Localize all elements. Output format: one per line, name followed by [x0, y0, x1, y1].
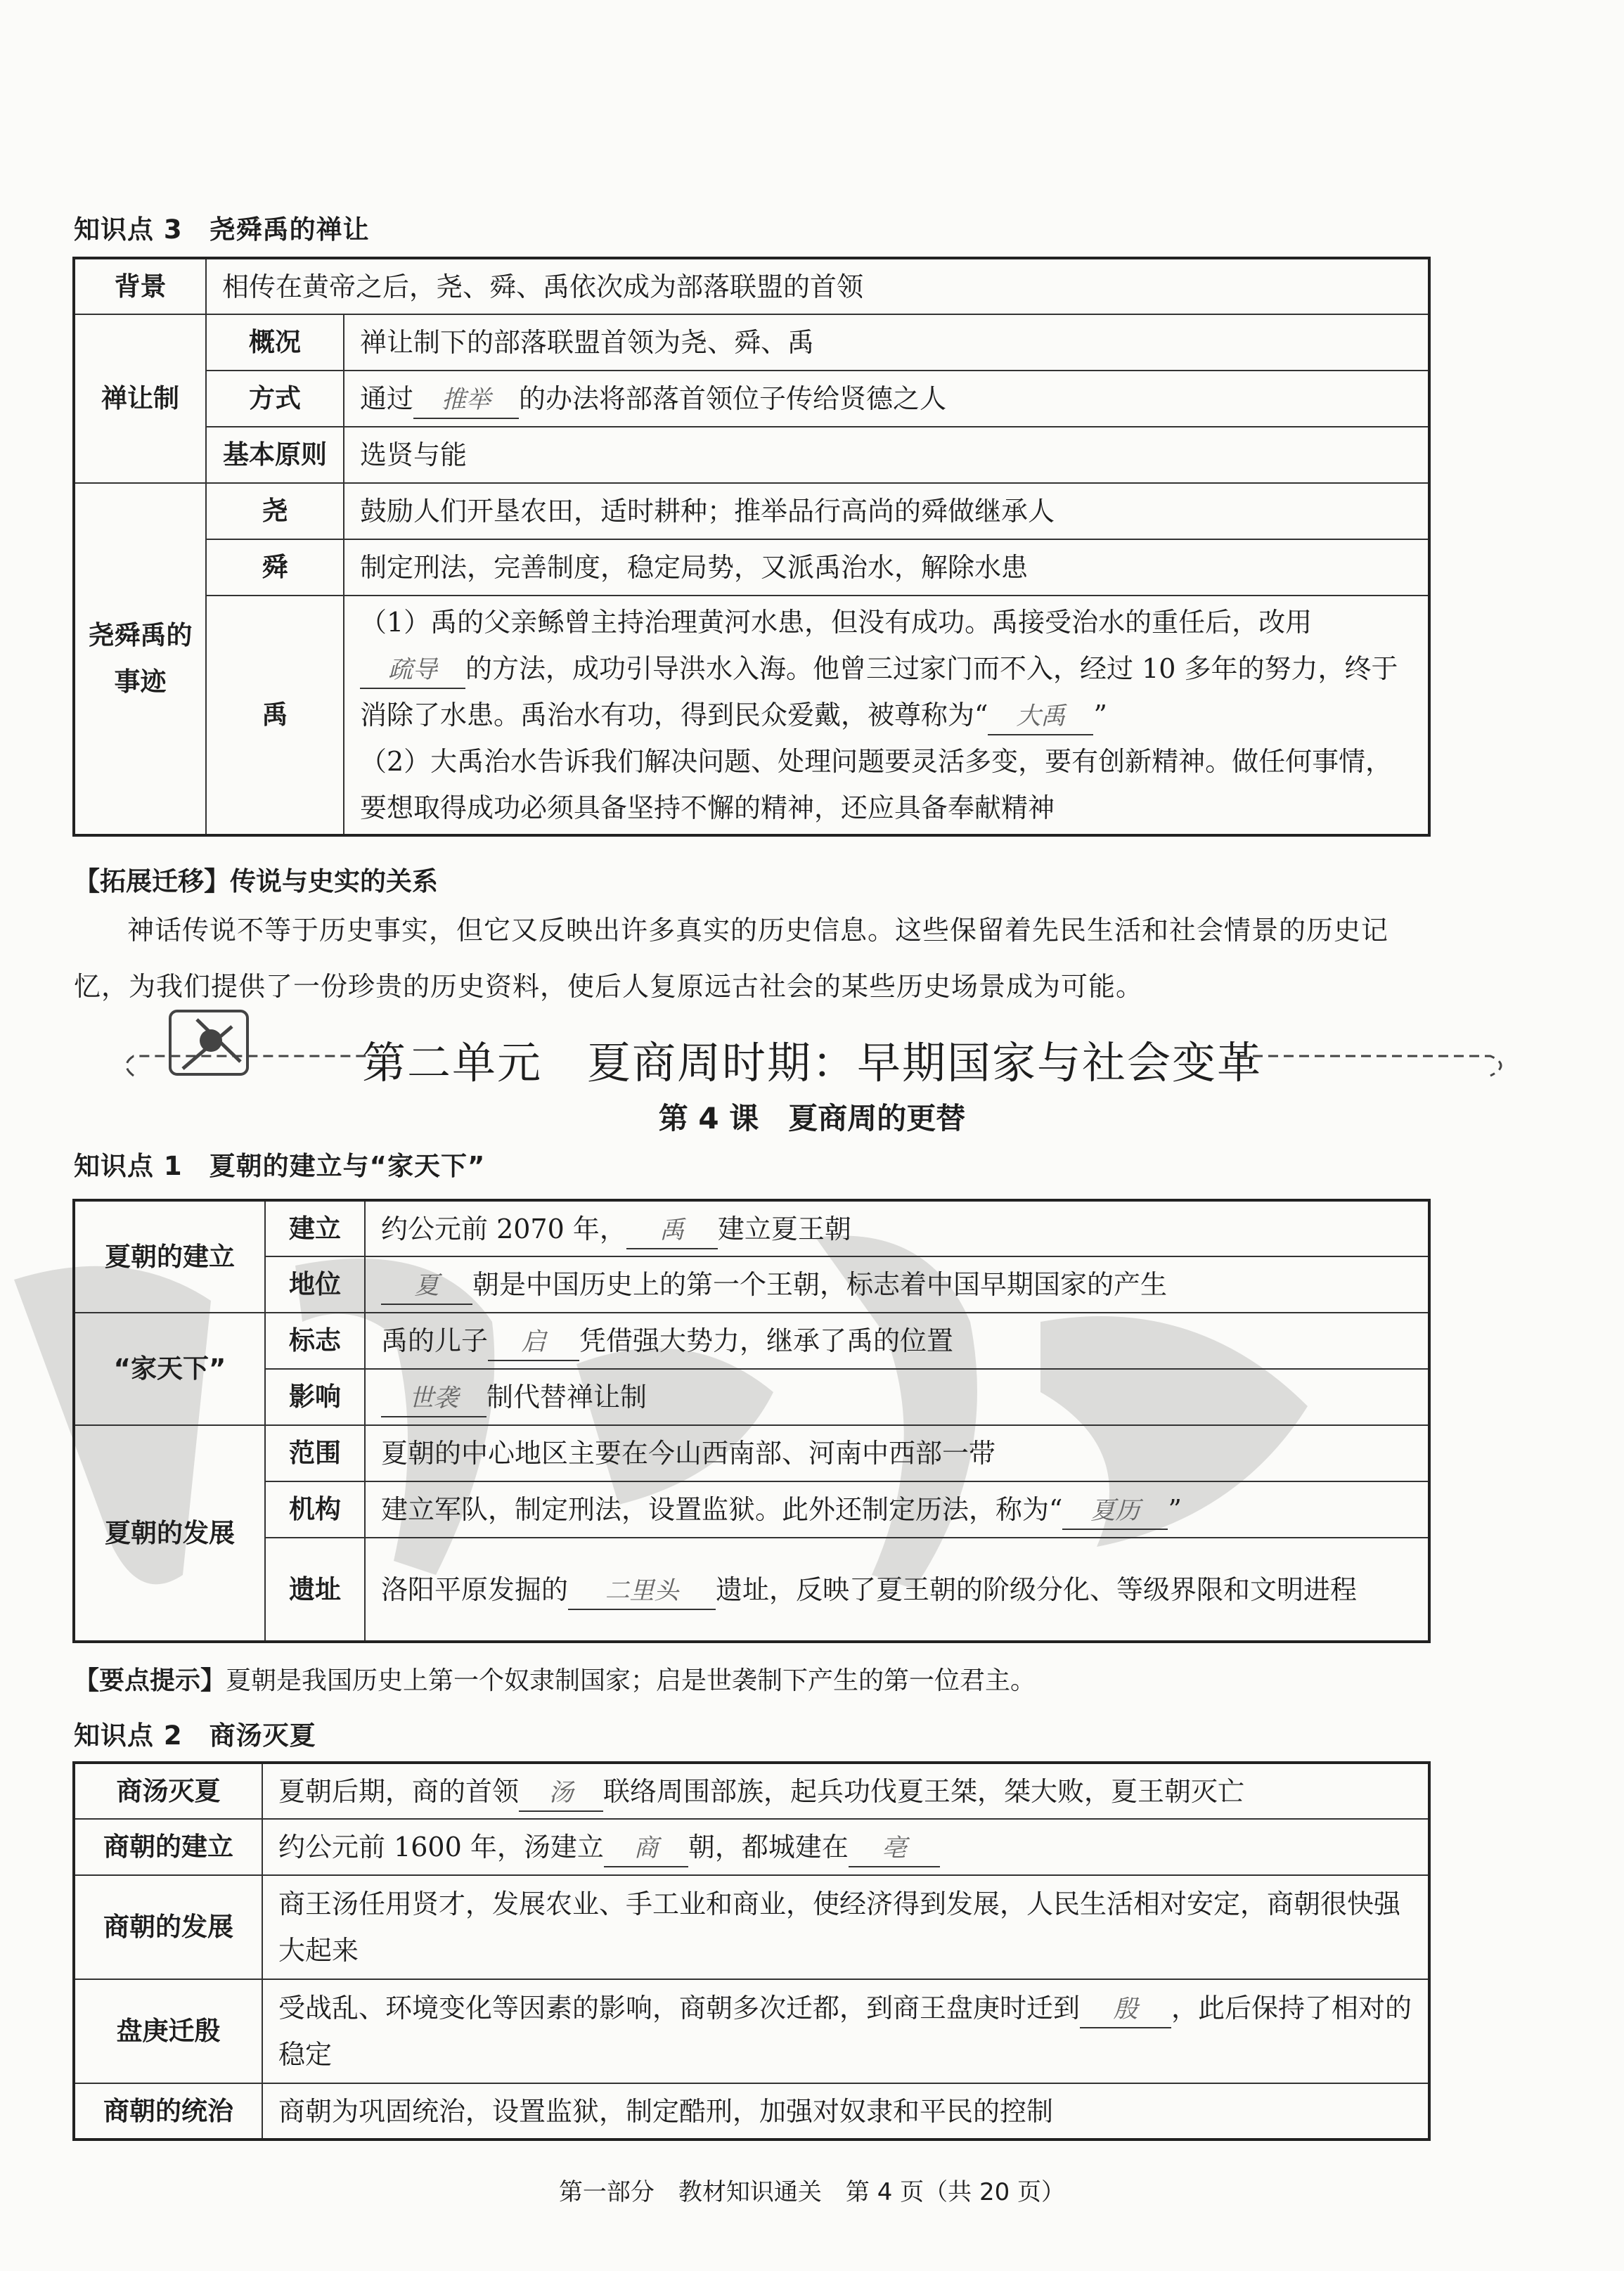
biaozhi-post: 凭借强大势力，继承了禹的位置: [579, 1325, 954, 1356]
yuanze-label: 基本原则: [206, 427, 344, 483]
shiji-label: 尧舜禹的事迹: [74, 483, 206, 835]
kp2-title: 知识点 2 商汤灭夏: [74, 1720, 316, 1751]
table-row: [74, 427, 1429, 483]
table-row: [74, 483, 1429, 539]
table-row: [74, 539, 1429, 596]
r1-post: 联络周围部族，起兵功伐夏王桀，桀大败，夏王朝灭亡: [603, 1775, 1245, 1807]
fangshi-cell: [344, 371, 1429, 427]
jianli-blank: 禹: [626, 1213, 718, 1249]
bg-label: 背景: [74, 258, 206, 314]
biaozhi-pre: 禹的儿子: [381, 1325, 489, 1356]
yizhi-blank: 二里头: [568, 1574, 716, 1610]
jianli-label: 建立: [265, 1200, 365, 1256]
biaozhi-label: 标志: [265, 1313, 365, 1369]
tip-heading: 【要点提示】: [74, 1666, 226, 1695]
biaozhi-blank: 启: [488, 1325, 579, 1361]
shanrang-label: 禅让制: [74, 314, 206, 483]
yingxiang-label: 影响: [265, 1369, 365, 1425]
kp3-table: [72, 257, 1431, 837]
r2-cell: [262, 1819, 1429, 1875]
r2-blank-2: 亳: [849, 1831, 940, 1867]
r4-pre: 受战乱、环境变化等因素的影响，商朝多次迁都，到商王盘庚时迁到: [278, 1993, 1081, 2024]
yu-p1-end: ”: [1093, 700, 1107, 731]
yingxiang-blank: 世袭: [381, 1381, 486, 1417]
yizhi-label: 遗址: [265, 1538, 365, 1642]
table-row: [74, 1313, 1429, 1369]
table-row: [74, 371, 1429, 427]
table-row: [74, 1979, 1429, 2083]
yizhi-pre: 洛阳平原发掘的: [381, 1574, 569, 1605]
fangshi-pre: 通过: [360, 383, 414, 414]
bg-text: 相传在黄帝之后，尧、舜、禹依次成为部落联盟的首领: [206, 258, 1429, 314]
table-row: [74, 1819, 1429, 1875]
extension-text: 神话传说不等于历史事实，但它又反映出许多真实的历史信息。这些保留着先民生活和社会情景的历史记忆，为我们提供了一份珍贵的历史资料，使后人复原远古社会的某些历史场景成为可能。: [74, 915, 1389, 1002]
jigou-pre: 建立军队，制定刑法，设置监狱。此外还制定历法，称为“: [381, 1494, 1063, 1525]
jianli-group: 夏朝的建立: [74, 1200, 265, 1313]
jianli-pre: 约公元前 2070 年，: [381, 1213, 626, 1244]
table-row: [74, 596, 1429, 835]
jtx-group: “家天下”: [74, 1313, 265, 1425]
r4-cell: [262, 1979, 1429, 2083]
yao-text: 鼓励人们开垦农田，适时耕种；推举品行高尚的舜做继承人: [344, 483, 1429, 539]
table-row: [74, 1875, 1429, 1979]
yu-p1-pre: （1）禹的父亲鲧曾主持治理黄河水患，但没有成功。禹接受治水的重任后，改用: [360, 607, 1313, 638]
gaikuang-label: 概况: [206, 314, 344, 371]
yu-p2: （2）大禹治水告诉我们解决问题、处理问题要灵活多变，要有创新精神。做任何事情，要想取得成功必须具备坚持不懈的精神，还应具备奉献精神: [360, 746, 1393, 823]
r4-post: ，此后保持了相对的稳定: [278, 1993, 1412, 2070]
fanwei-text: 夏朝的中心地区主要在今山西南部、河南中西部一带: [365, 1425, 1429, 1481]
yizhi-cell: [365, 1538, 1429, 1642]
kp1-title: 知识点 1 夏朝的建立与“家天下”: [74, 1151, 486, 1181]
table-row: [74, 1425, 1429, 1481]
kp3-title: 知识点 3 尧舜禹的禅让: [74, 214, 370, 245]
shun-text: 制定刑法，完善制度，稳定局势，又派禹治水，解除水患: [344, 539, 1429, 596]
r4-label: 盘庚迁殷: [74, 1979, 262, 2083]
r2-blank-1: 商: [604, 1831, 688, 1867]
tip-line: [74, 1656, 1036, 1706]
r1-label: 商汤灭夏: [74, 1763, 262, 1819]
gaikuang-text: 禅让制下的部落联盟首领为尧、舜、禹: [344, 314, 1429, 371]
yizhi-post: 遗址，反映了夏王朝的阶级分化、等级界限和文明进程: [716, 1574, 1358, 1605]
table-row: [74, 314, 1429, 371]
tip-text: 夏朝是我国历史上第一个奴隶制国家；启是世袭制下产生的第一位君主。: [226, 1666, 1036, 1695]
r5-label: 商朝的统治: [74, 2083, 262, 2140]
r3-text: 商王汤任用贤才，发展农业、手工业和商业，使经济得到发展，人民生活相对安定，商朝很快强大起来: [262, 1875, 1429, 1979]
unit-title: 第二单元 夏商周时期：早期国家与社会变革: [361, 1037, 1262, 1088]
fangshi-post: 的办法将部落首领位子传给贤德之人: [519, 383, 947, 414]
yuanze-text: 选贤与能: [344, 427, 1429, 483]
yu-blank-1: 疏导: [360, 652, 465, 689]
jigou-post: ”: [1168, 1494, 1182, 1525]
jianli-post: 建立夏王朝: [717, 1213, 851, 1244]
shun-label: 舜: [206, 539, 344, 596]
jianli-cell: [365, 1200, 1429, 1256]
table-row: [74, 1200, 1429, 1256]
diwei-label: 地位: [265, 1256, 365, 1313]
yu-p1-mid: 的方法，成功引导洪水入海。他曾三过家门而不入，经过 10 多年的努力，终于消除了水患。禹治水有功，得到民众爱戴，被尊称为“: [360, 653, 1398, 731]
table-row: [74, 1256, 1429, 1313]
diwei-cell: [365, 1256, 1429, 1313]
kp1-table: [72, 1199, 1431, 1643]
table-row: [74, 1369, 1429, 1425]
yu-cell: [344, 596, 1429, 835]
lesson-title: 第 4 课 夏商周的更替: [658, 1101, 966, 1136]
table-row: [74, 1763, 1429, 1819]
diwei-post: 朝是中国历史上的第一个王朝，标志着中国早期国家的产生: [472, 1269, 1168, 1300]
diwei-blank: 夏: [381, 1268, 472, 1305]
jigou-cell: [365, 1481, 1429, 1538]
fanwei-label: 范围: [265, 1425, 365, 1481]
kp2-table: [72, 1761, 1431, 2141]
page-footer: 第一部分 教材知识通关 第 4 页（共 20 页）: [558, 2178, 1066, 2206]
extension-heading: 【拓展迁移】传说与史实的关系: [74, 866, 438, 896]
jigou-label: 机构: [265, 1481, 365, 1538]
r5-text: 商朝为巩固统治，设置监狱，制定酷刑，加强对奴隶和平民的控制: [262, 2083, 1429, 2140]
r3-label: 商朝的发展: [74, 1875, 262, 1979]
table-row: [74, 2083, 1429, 2140]
yu-blank-2: 大禹: [988, 699, 1093, 735]
yingxiang-post: 制代替禅让制: [486, 1382, 647, 1413]
yingxiang-cell: [365, 1369, 1429, 1425]
fangshi-label: 方式: [206, 371, 344, 427]
yao-label: 尧: [206, 483, 344, 539]
r2-mid: 朝，都城建在: [688, 1832, 849, 1863]
r1-pre: 夏朝后期，商的首领: [278, 1775, 520, 1807]
jigou-blank: 夏历: [1062, 1493, 1168, 1530]
table-row: [74, 1481, 1429, 1538]
biaozhi-cell: [365, 1313, 1429, 1369]
r1-blank: 汤: [519, 1775, 603, 1812]
r2-label: 商朝的建立: [74, 1819, 262, 1875]
fangshi-blank: 推举: [413, 382, 519, 419]
table-row: [74, 1538, 1429, 1642]
table-row: [74, 258, 1429, 314]
fazhan-group: 夏朝的发展: [74, 1425, 265, 1642]
r4-blank: 殷: [1080, 1992, 1171, 2028]
r2-pre: 约公元前 1600 年，汤建立: [278, 1832, 604, 1863]
r1-cell: [262, 1763, 1429, 1819]
yu-label: 禹: [206, 596, 344, 835]
